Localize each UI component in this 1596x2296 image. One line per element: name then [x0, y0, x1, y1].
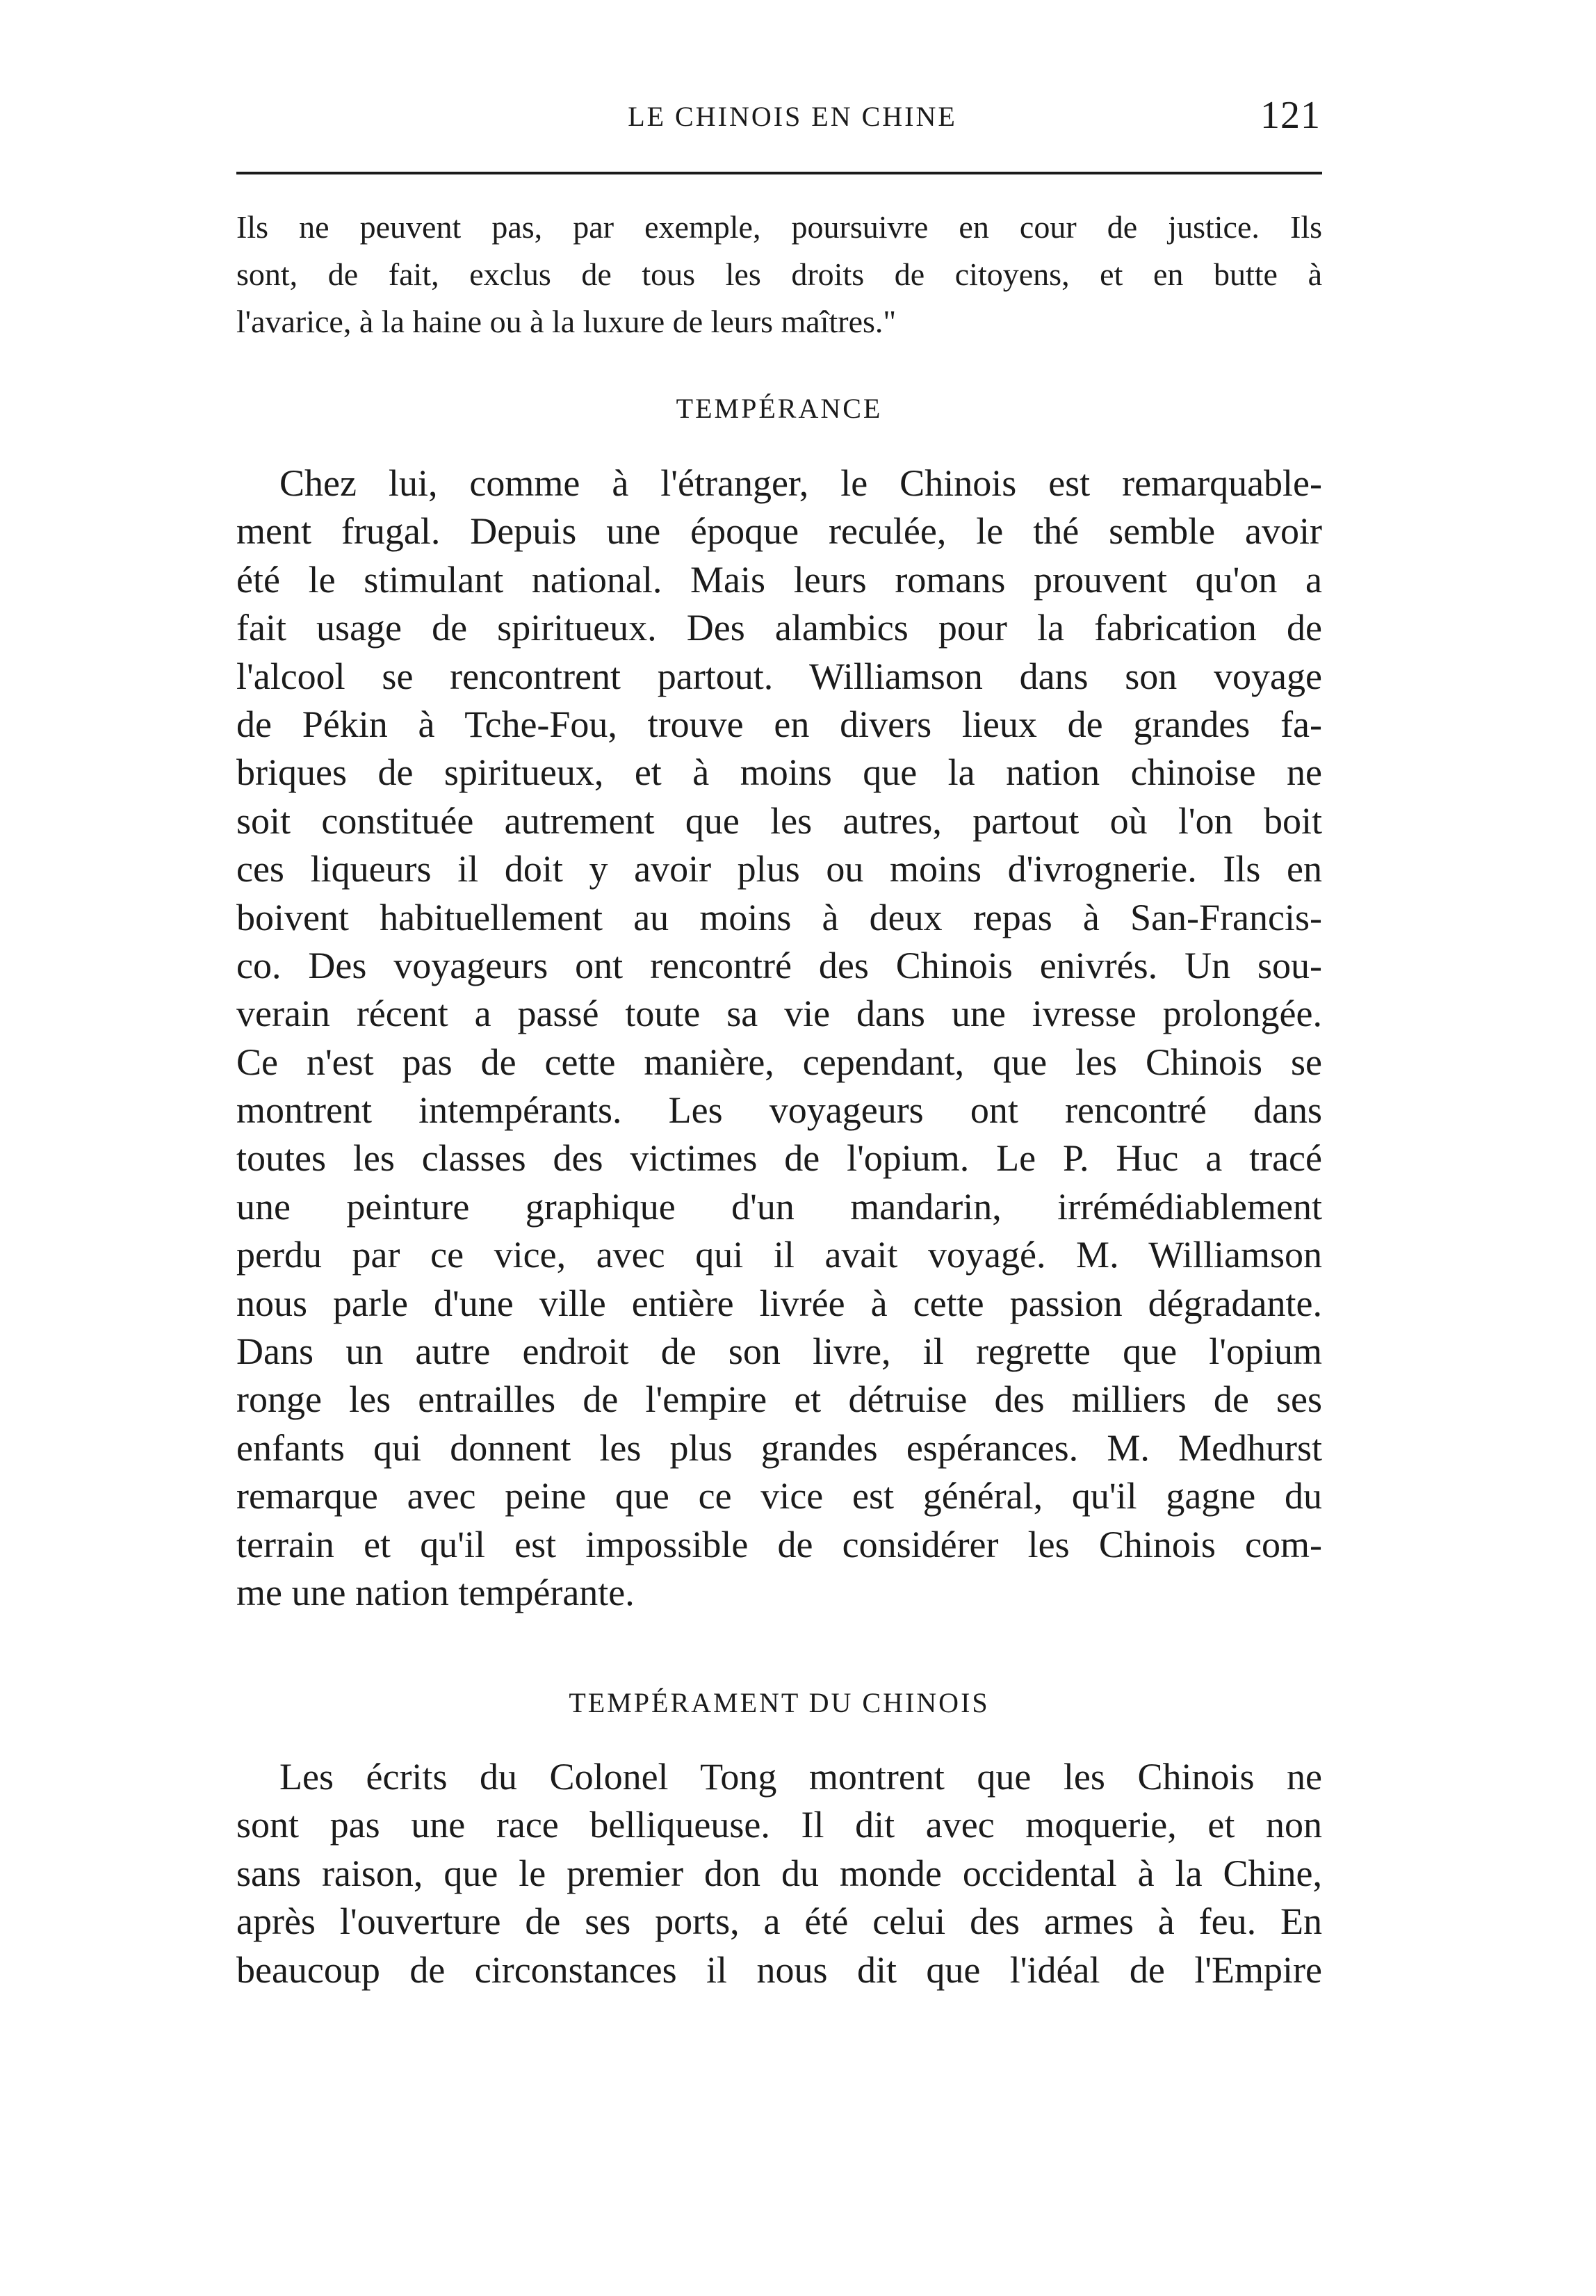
text-line: une peinture graphique d'un mandarin, irrémédiablement — [236, 1185, 1322, 1228]
text-line: ronge les entrailles de l'empire et détruise des milliers de ses — [236, 1378, 1322, 1421]
temperament-paragraph — [236, 1753, 1322, 1994]
text-line: remarque avec peine que ce vice est général, qu'il gagne du — [236, 1475, 1322, 1517]
text-line: perdu par ce vice, avec qui il avait voyagé. M. Williamson — [236, 1234, 1322, 1276]
text-line: briques de spiritueux, et à moins que la nation chinoise ne — [236, 751, 1322, 794]
section-heading-temperance: TEMPÉRANCE — [676, 393, 883, 424]
text-line: beaucoup de circonstances il nous dit que l'idéal de l'Empire — [236, 1948, 1322, 1991]
text-line: Les écrits du Colonel Tong montrent que les Chinois ne — [279, 1756, 1322, 1798]
running-head — [236, 94, 1321, 146]
text-line: fait usage de spiritueux. Des alambics pour la fabrication de — [236, 607, 1322, 649]
text-line: Ils ne peuvent pas, par exemple, poursuivre en cour de justice. Ils — [236, 209, 1322, 245]
text-line: ment frugal. Depuis une époque reculée, le thé semble avoir — [236, 510, 1322, 553]
text-line: l'avarice, à la haine ou à la luxure de leurs maîtres." — [236, 304, 897, 339]
text-line: verain récent a passé toute sa vie dans une ivresse prolongée. — [236, 993, 1322, 1035]
page-number: 121 — [1260, 94, 1321, 137]
text-line: terrain et qu'il est impossible de considérer les Chinois com- — [236, 1523, 1322, 1565]
text-line: montrent intempérants. Les voyageurs ont rencontré dans — [236, 1089, 1322, 1132]
text-line: nous parle d'une ville entière livrée à cette passion dégradante. — [236, 1282, 1322, 1324]
text-line: après l'ouverture de ses ports, a été celui des armes à feu. En — [236, 1900, 1322, 1943]
text-line: Chez lui, comme à l'étranger, le Chinois est remarquable- — [279, 462, 1322, 504]
text-line: sont, de fait, exclus de tous les droits de citoyens, et en butte à — [236, 257, 1322, 292]
text-line: de Pékin à Tche-Fou, trouve en divers lieux de grandes fa- — [236, 703, 1322, 745]
text-line: toutes les classes des victimes de l'opium. Le P. Huc a tracé — [236, 1137, 1322, 1180]
text-line: boivent habituellement au moins à deux repas à San-Francis- — [236, 896, 1322, 938]
running-title: LE CHINOIS EN CHINE — [628, 101, 957, 132]
text-line: été le stimulant national. Mais leurs romans prouvent qu'on a — [236, 558, 1322, 601]
text-line: sont pas une race belliqueuse. Il dit avec moquerie, et non — [236, 1804, 1322, 1846]
text-line: Ce n'est pas de cette manière, cependant, que les Chinois se — [236, 1041, 1322, 1083]
opening-paragraph — [236, 204, 1322, 345]
text-line: me une nation tempérante. — [236, 1571, 635, 1613]
text-line: soit constituée autrement que les autres, partout où l'on boit — [236, 799, 1322, 842]
text-line: Dans un autre endroit de son livre, il regrette que l'opium — [236, 1330, 1322, 1373]
header-rule — [236, 172, 1322, 174]
text-line: l'alcool se rencontrent partout. Williamson dans son voyage — [236, 655, 1322, 697]
text-line: co. Des voyageurs ont rencontré des Chinois enivrés. Un sou- — [236, 944, 1322, 986]
text-line: sans raison, que le premier don du monde occidental à la Chine, — [236, 1852, 1322, 1894]
temperance-paragraph — [236, 459, 1322, 1617]
section-heading-temperament: TEMPÉRAMENT DU CHINOIS — [569, 1687, 990, 1718]
text-line: ces liqueurs il doit y avoir plus ou moins d'ivrognerie. Ils en — [236, 848, 1322, 890]
text-line: enfants qui donnent les plus grandes espérances. M. Medhurst — [236, 1426, 1322, 1469]
